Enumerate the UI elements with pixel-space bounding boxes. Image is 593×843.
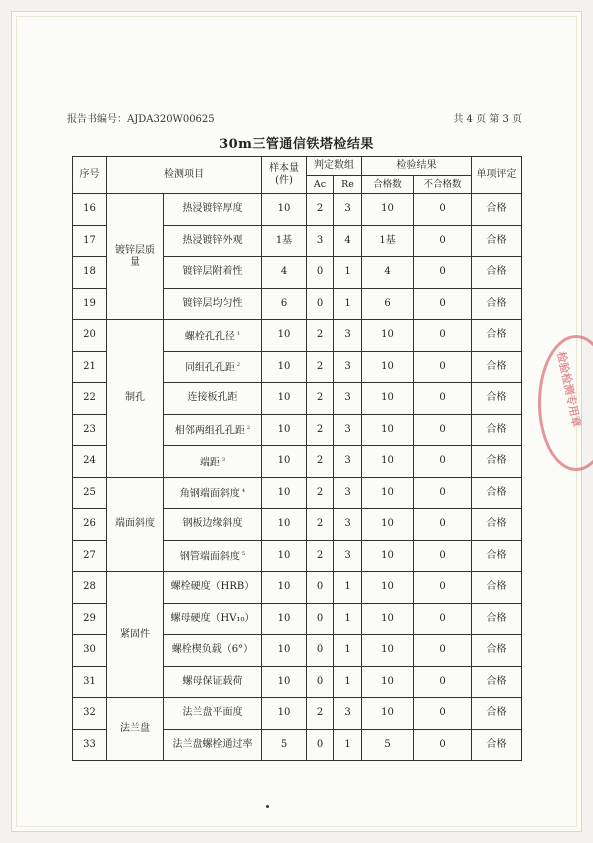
row-number: 27 [73,540,107,572]
re-value: 1 [334,288,362,320]
item-name [164,477,262,509]
sample-size: 10 [262,320,307,352]
ac-value: 0 [307,666,334,698]
page-indicator: 共 4 页 第 3 页 [453,114,522,125]
report-header [67,110,522,125]
item-label: 钢管端面斜度 [179,551,240,563]
item-label: 镀锌层附着性 [182,266,243,278]
item-name [164,572,262,604]
pass-count: 10 [362,477,414,509]
item-name [164,540,262,572]
fail-count: 0 [414,477,472,509]
item-name [164,603,262,635]
row-number: 30 [73,635,107,667]
re-value: 1 [334,572,362,604]
header-single: 单项评定 [472,157,522,194]
ac-value: 2 [307,194,334,226]
fail-count: 0 [414,540,472,572]
item-label: 同组孔孔距 [184,362,235,374]
pass-count: 10 [362,572,414,604]
pass-count: 10 [362,509,414,541]
evaluation: 合格 [472,540,522,572]
pass-count: 10 [362,446,414,478]
sample-size: 10 [262,540,307,572]
item-label: 热浸镀锌厚度 [182,203,243,215]
fail-count: 0 [414,446,472,478]
evaluation: 合格 [472,446,522,478]
row-number: 16 [73,194,107,226]
row-number: 20 [73,320,107,352]
sample-size: 10 [262,194,307,226]
header-item: 检测项目 [107,157,262,194]
row-number: 19 [73,288,107,320]
ac-value: 2 [307,320,334,352]
footnote-mark: 1 [236,330,241,337]
item-name [164,635,262,667]
sample-size: 10 [262,509,307,541]
item-name [164,351,262,383]
item-label: 连接板孔距 [187,392,238,404]
sample-size: 6 [262,288,307,320]
evaluation: 合格 [472,288,522,320]
re-value: 3 [334,540,362,572]
re-value: 1 [334,666,362,698]
row-number: 31 [73,666,107,698]
ac-value: 0 [307,288,334,320]
item-label: 螺母硬度（HV₁₀） [170,612,255,624]
pass-count: 10 [362,194,414,226]
row-number: 22 [73,383,107,415]
header-pass: 合格数 [362,176,414,194]
sample-size: 10 [262,477,307,509]
item-name [164,446,262,478]
page-title: 30m三管通信铁塔检结果 [219,137,374,152]
re-value: 3 [334,320,362,352]
item-label: 螺栓硬度（HRB） [170,581,255,593]
ac-value: 0 [307,635,334,667]
item-label: 法兰盘螺栓通过率 [172,738,253,750]
item-name [164,288,262,320]
table-row [73,477,522,509]
pass-count: 10 [362,666,414,698]
footnote-mark: 2 [246,425,251,432]
row-number: 21 [73,351,107,383]
results-table [72,156,522,761]
evaluation: 合格 [472,509,522,541]
evaluation: 合格 [472,729,522,761]
pass-count: 10 [362,603,414,635]
fail-count: 0 [414,257,472,289]
table-row [73,194,522,226]
re-value: 3 [334,698,362,730]
item-name [164,666,262,698]
fail-count: 0 [414,666,472,698]
fail-count: 0 [414,729,472,761]
footnote-mark: 2 [236,362,241,369]
ac-value: 2 [307,509,334,541]
group-name: 镀锌层质量 [107,194,164,320]
ac-value: 0 [307,729,334,761]
row-number: 18 [73,257,107,289]
header-re: Re [334,176,362,194]
evaluation: 合格 [472,225,522,257]
header-judge: 判定数组 [307,157,362,176]
item-name [164,194,262,226]
ac-value: 2 [307,540,334,572]
sample-size: 10 [262,603,307,635]
pass-count: 6 [362,288,414,320]
pass-count: 10 [362,351,414,383]
item-name [164,414,262,446]
evaluation: 合格 [472,320,522,352]
item-label: 热浸镀锌外观 [182,234,243,246]
sample-size: 10 [262,446,307,478]
footnote-mark: 4 [241,488,246,495]
item-label: 镀锌层均匀性 [182,297,243,309]
item-name [164,257,262,289]
ac-value: 2 [307,351,334,383]
item-name [164,225,262,257]
item-label: 钢板边缘斜度 [182,518,243,530]
evaluation: 合格 [472,414,522,446]
fail-count: 0 [414,414,472,446]
footnote-mark: 3 [221,456,226,463]
row-number: 23 [73,414,107,446]
sample-size: 5 [262,729,307,761]
sample-size: 10 [262,572,307,604]
evaluation: 合格 [472,698,522,730]
stamp-text: 检验检测专用章 [554,350,584,429]
group-name: 紧固件 [107,572,164,698]
re-value: 1 [334,603,362,635]
evaluation: 合格 [472,194,522,226]
pass-count: 10 [362,320,414,352]
re-value: 3 [334,446,362,478]
fail-count: 0 [414,509,472,541]
row-number: 17 [73,225,107,257]
item-name [164,509,262,541]
pass-count: 1基 [362,225,414,257]
evaluation: 合格 [472,635,522,667]
header-result: 检验结果 [362,157,472,176]
row-number: 32 [73,698,107,730]
sample-size: 10 [262,351,307,383]
fail-count: 0 [414,383,472,415]
re-value: 4 [334,225,362,257]
header-sample: 样本量(件) [262,157,307,194]
pass-count: 10 [362,383,414,415]
table-row [73,572,522,604]
sample-size: 10 [262,414,307,446]
re-value: 1 [334,729,362,761]
re-value: 3 [334,414,362,446]
evaluation: 合格 [472,383,522,415]
header-ac: Ac [307,176,334,194]
pass-count: 10 [362,414,414,446]
ac-value: 0 [307,603,334,635]
fail-count: 0 [414,225,472,257]
evaluation: 合格 [472,351,522,383]
fail-count: 0 [414,698,472,730]
pass-count: 10 [362,635,414,667]
pass-count: 10 [362,540,414,572]
evaluation: 合格 [472,477,522,509]
evaluation: 合格 [472,572,522,604]
ac-value: 2 [307,383,334,415]
row-number: 33 [73,729,107,761]
sample-size: 1基 [262,225,307,257]
row-number: 24 [73,446,107,478]
ac-value: 2 [307,414,334,446]
evaluation: 合格 [472,603,522,635]
page-mark [266,805,269,808]
item-label: 端距 [199,456,220,468]
row-number: 26 [73,509,107,541]
item-label: 相邻两组孔孔距 [174,425,245,437]
item-label: 螺栓孔孔径 [184,330,235,342]
ac-value: 3 [307,225,334,257]
re-value: 3 [334,477,362,509]
sample-size: 10 [262,383,307,415]
re-value: 1 [334,257,362,289]
row-number: 28 [73,572,107,604]
pass-count: 4 [362,257,414,289]
fail-count: 0 [414,194,472,226]
header-fail: 不合格数 [414,176,472,194]
re-value: 3 [334,509,362,541]
row-number: 25 [73,477,107,509]
item-label: 螺栓楔负载（6°） [171,644,254,656]
item-label: 角钢端面斜度 [179,488,240,500]
item-name [164,383,262,415]
fail-count: 0 [414,603,472,635]
re-value: 3 [334,351,362,383]
row-number: 29 [73,603,107,635]
pass-count: 5 [362,729,414,761]
sample-size: 4 [262,257,307,289]
re-value: 3 [334,194,362,226]
sample-size: 10 [262,698,307,730]
ac-value: 0 [307,257,334,289]
group-name: 端面斜度 [107,477,164,572]
item-label: 法兰盘平面度 [182,707,243,719]
item-name [164,698,262,730]
ac-value: 2 [307,477,334,509]
group-name: 制孔 [107,320,164,478]
footnote-mark: 5 [241,551,246,558]
ac-value: 2 [307,446,334,478]
ac-value: 0 [307,572,334,604]
fail-count: 0 [414,635,472,667]
table-row [73,320,522,352]
sample-size: 10 [262,635,307,667]
group-name: 法兰盘 [107,698,164,761]
table-row [73,698,522,730]
header-seq: 序号 [73,157,107,194]
evaluation: 合格 [472,257,522,289]
sample-size: 10 [262,666,307,698]
ac-value: 2 [307,698,334,730]
re-value: 1 [334,635,362,667]
re-value: 3 [334,383,362,415]
report-number: 报告书编号：AJDA320W00625 [67,114,215,125]
item-name [164,320,262,352]
evaluation: 合格 [472,666,522,698]
fail-count: 0 [414,572,472,604]
item-name [164,729,262,761]
fail-count: 0 [414,320,472,352]
fail-count: 0 [414,288,472,320]
fail-count: 0 [414,351,472,383]
pass-count: 10 [362,698,414,730]
item-label: 螺母保证载荷 [182,675,243,687]
